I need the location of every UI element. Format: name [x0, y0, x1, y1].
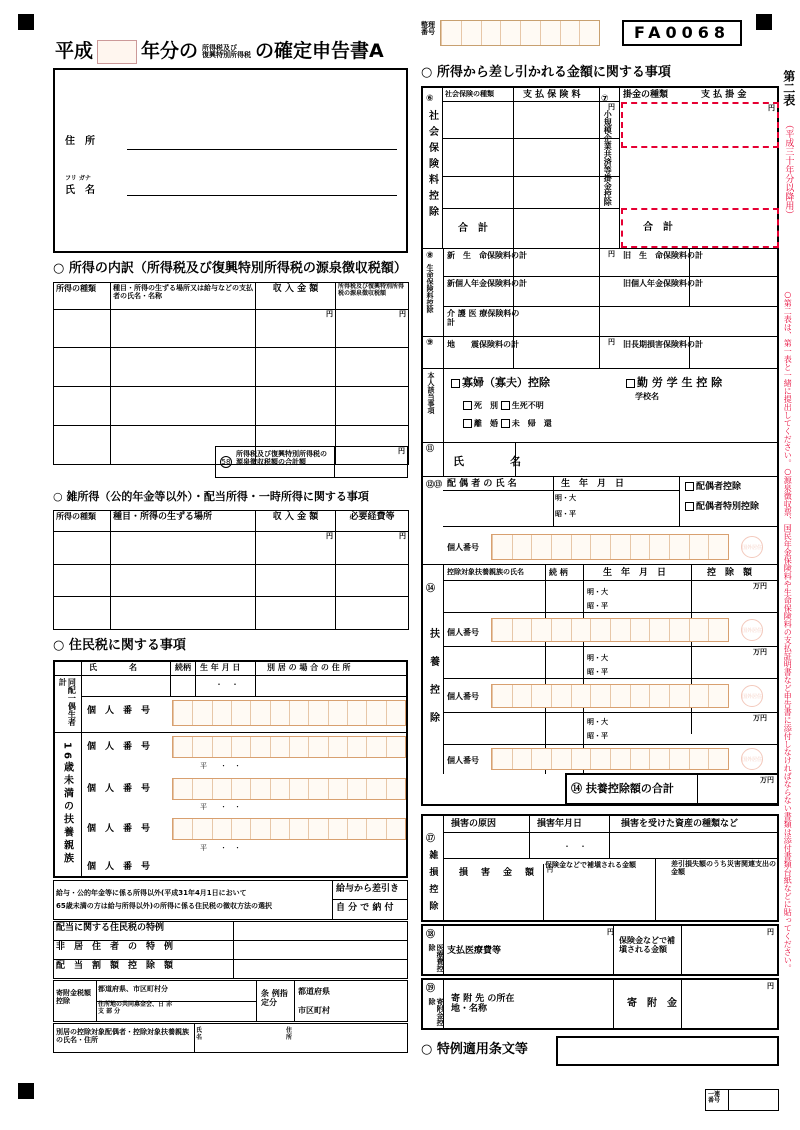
kanri-number-label: 整理番号 — [421, 21, 435, 36]
registration-mark — [18, 1083, 34, 1099]
tokurei-field[interactable] — [556, 1036, 779, 1066]
kifu-section: 寄附金税額控除 都道府県、市区町村分 住所地の共同募金会、日 赤 支 部 分 条 例指定分 都道府県 市区町村 — [53, 980, 408, 1022]
withholding-total: 58 所得税及び復興特別所得税の源泉徴収税額の合計額 円 — [215, 446, 408, 478]
year-field[interactable] — [97, 40, 137, 64]
deduction-heading: ○ 所得から差し引かれる金額に関する事項 — [421, 65, 671, 80]
iryo-section: ⑱ 医療費控除 支払医療費等 円 保険金などで補塡される金額 円 — [421, 924, 779, 976]
income-breakdown-table: 所得の種類 種目・所得の生ずる場所又は給与などの支払者の氏名・名称 収 入 金 額 所得税及び復興特別所得税の源泉徴収税額 円 円 — [53, 282, 409, 465]
registration-mark — [18, 14, 34, 30]
kokugai-stamp: 国外居住 — [741, 536, 763, 558]
deduction-table: ⑥ 社会保険料控除 社会保険の種類 支 払 保 険 料 円 合 計 ⑦ 小規模企業共済等掛金控除 掛金の種類 支 払 掛 金 円 合 計 ⑧ 生命保険料控除 新 生 命保険料の計 円 旧 生 命保険料の計 新個人年金保険料の計 旧個人年金保険料の計 介 護 医 療保険料の計 ⑨ 地 震保険料の計 円 旧長期損害保険料の計 本人該当事項 寡婦（寡夫）控除 死 別 生死不明 離 婚 未 帰 還 勤 労 学 生 控 除 学校名 ⑪ 氏 名 ⑫⑬ 配 偶 者 の 氏 名 生 年 月 日 明・大 昭・平 配偶者控除 配偶者特別控除 個人番号 国外居住 ⑭ 扶養控除 控除対象扶養親族の氏名 続 柄 生 年 月 日 控 除 額 万円 明・大 昭・平 個人番号 国外居住 万円 明・大 昭・平 個人番号 国外居住 万円 明・大 昭・平 個人番号 国外居住 — [421, 86, 779, 806]
fuyo-total: ⑭ 扶養控除額の合計 万円 — [565, 773, 779, 805]
zasson-section: ⑰ 雑損控除 損害の原因 損害年月日 損害を受けた資産の種類など ・ ・ 損 害 金 額 円 保険金などで補塡される金額 差引損失額のうち災害関連支出の金額 — [421, 814, 779, 922]
name-label: 氏 名 — [65, 185, 95, 196]
misc-income-table: 所得の種類 種目・所得の生ずる場所 収 入 金 額 必要経費等 円 円 — [53, 510, 409, 630]
option-self-payment[interactable]: 自 分 で 納 付 — [332, 900, 407, 919]
resident-tax-table: 氏 名 続柄 生 年 月 日 別 居 の 場 合 の 住 所 同配一偶生者計 ・ ・ 個 人 番 号 16歳未満の扶養親族 個 人 番 号 平 ・ ・ 個 人 番 号 平 ・ ・ 個 人 番 号 平 ・ ・ 個 人 番 号 — [53, 660, 408, 878]
form-code: FA0068 — [622, 20, 742, 46]
registration-mark — [756, 14, 772, 30]
name-field[interactable] — [127, 194, 397, 196]
address-label: 住 所 — [65, 136, 95, 147]
shokibo-input-highlight[interactable]: 円 — [621, 102, 779, 148]
kanri-number-field[interactable] — [440, 20, 600, 46]
betsukyo-section: 別居の控除対象配偶者・控除対象扶養親族の氏名・住所 氏名 住所 — [53, 1023, 408, 1053]
tokurei-heading: ○ 特例適用条文等 — [421, 1042, 528, 1057]
ichiren-number: 一連番号 — [705, 1089, 779, 1111]
form-title: 平成 年分の 所得税及び 復興特別所得税 の確定申告書A — [55, 40, 384, 63]
income-breakdown-heading: ○ 所得の内訳（所得税及び復興特別所得税の源泉徴収税額） — [53, 261, 407, 276]
spouse-mynumber[interactable] — [491, 534, 729, 560]
side-title: 第二表 — [781, 70, 796, 106]
resident-tax-special-table: 配当に関する住民税の特例 非 居 住 者 の 特 例 配 当 割 額 控 除 額 — [53, 921, 408, 979]
kifu-deduction-section: ⑲ 寄附金控除 寄 附 先 の所在地・名称 寄 附 金 円 — [421, 978, 779, 1030]
under16-label: 16歳未満の扶養親族 — [61, 742, 73, 866]
identity-box: 住 所 フリ ガナ 氏 名 — [53, 68, 408, 253]
option-salary-deduction[interactable]: 給与から差引き — [332, 881, 407, 900]
address-field[interactable] — [127, 148, 397, 150]
side-subtitle: （平成三十年分以降用） — [783, 120, 794, 219]
side-note: ○第二表は、第一表と一緒に提出してください。○源泉徴収票、国民年金保険料や生命保険料の支払証明書など申告書に添付しなければならない書類は添付書類台紙などに貼ってください。 — [783, 290, 793, 972]
shokibo-total-highlight[interactable]: 合 計 — [621, 208, 779, 248]
misc-income-heading: ○ 雑所得（公的年金等以外）・配当所得・一時所得に関する事項 — [53, 490, 369, 503]
spouse-mynumber-field[interactable] — [172, 700, 406, 726]
resident-tax-heading: ○ 住民税に関する事項 — [53, 638, 186, 653]
collection-method: 給与・公的年金等に係る所得以外(平成31年4月1日において 65歳未満の方は給与所得以外)の所得に係る住民税の徴収方法の選択 給与から差引き 自 分 で 納 付 — [53, 880, 408, 920]
